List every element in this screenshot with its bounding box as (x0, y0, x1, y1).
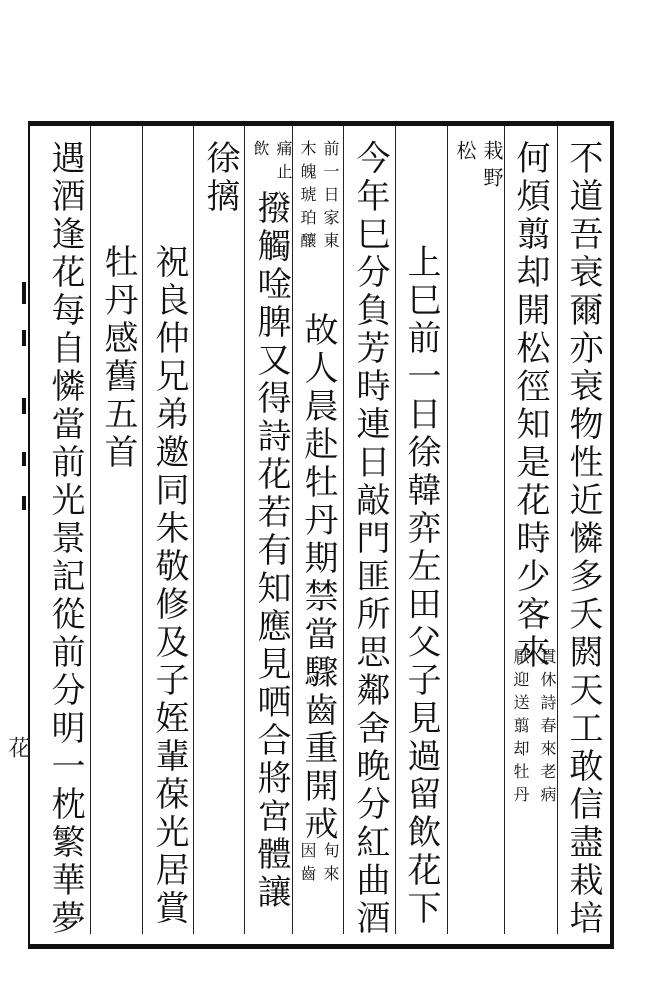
text-column-5: 故人晨赴牡丹期禁當驟齒重開戒 (298, 312, 338, 844)
column-divider (244, 126, 245, 934)
interlinear-note-left: 因齒 (298, 842, 317, 888)
margin-character: 花 (5, 736, 30, 758)
text-column-6-head-notes (250, 140, 293, 186)
frame-left-edge (28, 121, 30, 944)
column-divider (447, 126, 448, 934)
interlinear-note-left: 飲 (251, 140, 270, 163)
top-note-left: 松 (453, 140, 477, 167)
text-column-1: 不道吾衰爾亦衰物性近憐多夭閼天工敢信盡栽培 (563, 140, 603, 938)
margin-dash (22, 282, 26, 304)
text-column-7: 徐摛 (200, 140, 240, 216)
column-divider (504, 126, 505, 934)
margin-dash (22, 330, 26, 346)
interlinear-note-left: 厭迎送翦却牡丹 (511, 648, 530, 809)
text-column-2: 何煩翦却開松徑知是花時少客來 (510, 140, 550, 672)
top-note-right: 栽野 (480, 140, 504, 194)
text-column-3: 上巳前一日徐韓弈左田父子見過留飲花下 (401, 244, 441, 928)
column-divider (395, 126, 396, 934)
column-divider (193, 126, 194, 934)
interlinear-note-left: 木魄琥珀釀 (298, 140, 317, 255)
margin-dash (22, 452, 26, 466)
text-column-8: 祝良仲兄弟邀同朱敬修及子姪輩葆光居賞 (149, 244, 189, 928)
text-column-5-tail-notes (297, 842, 340, 888)
text-column-9: 牡丹感舊五首 (98, 244, 138, 472)
interlinear-note-right: 旬來 (321, 842, 340, 888)
margin-dash (22, 496, 26, 510)
interlinear-note-right: 貫休詩春來老病 (538, 648, 557, 809)
text-column-6: 撥觸唫脾又得詩花若有知應見哂合將宮體讓 (251, 190, 291, 912)
text-column-2-notes (510, 648, 557, 809)
text-column-2-top-notes (453, 140, 504, 194)
interlinear-note-right: 前一日家東 (321, 140, 340, 255)
column-divider (142, 126, 143, 934)
text-column-4: 今年巳分負芳時連日敲門匪所思鄰舍晚分紅曲酒 (350, 140, 390, 938)
column-divider (343, 126, 344, 934)
margin-dash (22, 398, 26, 414)
column-divider (90, 126, 91, 934)
interlinear-note-right: 痛止 (274, 140, 293, 186)
text-column-10: 遇酒逢花每自憐當前光景記從前分明一枕繁華夢 (45, 140, 85, 938)
column-divider (557, 126, 558, 934)
text-column-5-head-notes (297, 140, 340, 255)
